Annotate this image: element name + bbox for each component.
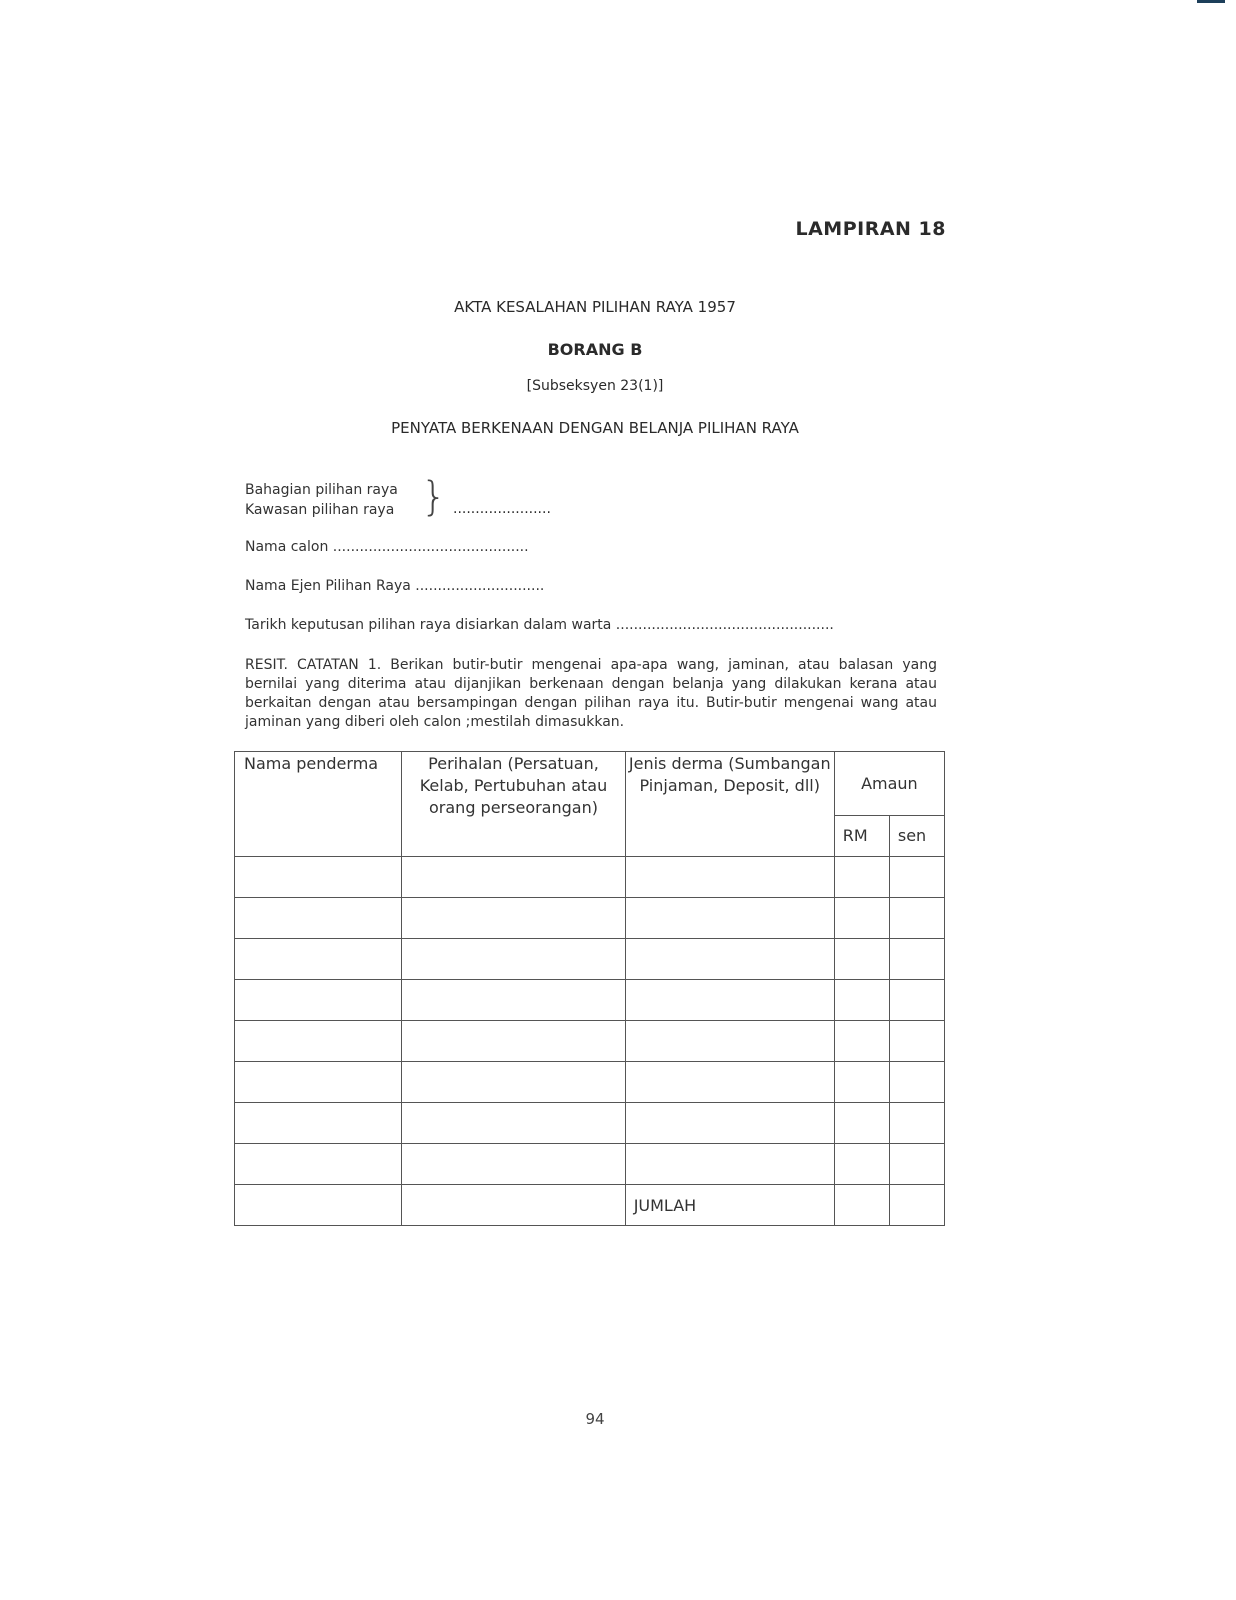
cell[interactable] [235, 980, 402, 1021]
total-rm-cell[interactable] [834, 1185, 889, 1226]
cell[interactable] [834, 1103, 889, 1144]
cell[interactable] [402, 939, 625, 980]
table-row [235, 857, 945, 898]
cell[interactable] [834, 980, 889, 1021]
cell[interactable] [625, 1144, 834, 1185]
cell[interactable] [625, 1103, 834, 1144]
header-donor-name: Nama penderma [235, 752, 402, 857]
cell[interactable] [402, 1144, 625, 1185]
cell[interactable] [625, 939, 834, 980]
cell[interactable] [889, 1062, 944, 1103]
header-description: Perihalan (Persatuan, Kelab, Pertubuhan atau orang perseorangan) [402, 752, 625, 857]
table-row [235, 1103, 945, 1144]
cell[interactable] [625, 1021, 834, 1062]
cell[interactable] [889, 857, 944, 898]
cell[interactable] [402, 1021, 625, 1062]
statement-title: PENYATA BERKENAAN DENGAN BELANJA PILIHAN RAYA [391, 419, 799, 437]
cell[interactable] [834, 1144, 889, 1185]
cell[interactable] [834, 898, 889, 939]
cell[interactable] [235, 1185, 402, 1226]
election-agent-field[interactable]: Nama Ejen Pilihan Raya ............................. [245, 578, 545, 594]
cell[interactable] [625, 980, 834, 1021]
cell[interactable] [625, 1062, 834, 1103]
appendix-label: LAMPIRAN 18 [795, 218, 946, 240]
cell[interactable] [235, 857, 402, 898]
cell[interactable] [889, 1103, 944, 1144]
cell[interactable] [235, 939, 402, 980]
cell[interactable] [889, 1021, 944, 1062]
cell[interactable] [834, 939, 889, 980]
cell[interactable] [235, 1144, 402, 1185]
total-label: JUMLAH [625, 1185, 834, 1226]
header-amount: Amaun [834, 752, 944, 816]
cell[interactable] [834, 1021, 889, 1062]
donation-table [234, 751, 945, 1226]
cell[interactable] [889, 1144, 944, 1185]
header-donation-type: Jenis derma (Sumbangan Pinjaman, Deposit, dll) [625, 752, 834, 857]
cell[interactable] [235, 898, 402, 939]
cell[interactable] [402, 1185, 625, 1226]
receipt-note: RESIT. CATATAN 1. Berikan butir-butir mengenai apa-apa wang, jaminan, atau balasan yang bernilai yang diterima atau dijanjikan berkenaan dengan belanja yang dilakukan kerana atau berkaitan dengan atau bersampingan dengan pilihan raya itu. Butir-butir mengenai wang atau jaminan yang diberi oleh calon ;mestilah dimasukkan. [245, 657, 937, 730]
cell[interactable] [625, 898, 834, 939]
table-row [235, 939, 945, 980]
header-rm: RM [834, 816, 889, 857]
division-labels [245, 480, 398, 520]
cell[interactable] [889, 980, 944, 1021]
bahagian-label: Bahagian pilihan raya [245, 482, 398, 498]
total-row [235, 1185, 945, 1226]
header-sen: sen [889, 816, 944, 857]
cell[interactable] [889, 939, 944, 980]
cell[interactable] [834, 857, 889, 898]
total-sen-cell[interactable] [889, 1185, 944, 1226]
cell[interactable] [402, 980, 625, 1021]
cell[interactable] [235, 1021, 402, 1062]
cell[interactable] [625, 857, 834, 898]
table-row [235, 980, 945, 1021]
table-row [235, 898, 945, 939]
cell[interactable] [235, 1062, 402, 1103]
subsection-reference: [Subseksyen 23(1)] [526, 378, 664, 394]
table-row [235, 1021, 945, 1062]
kawasan-label: Kawasan pilihan raya [245, 502, 395, 518]
cell[interactable] [402, 1103, 625, 1144]
cell[interactable] [889, 898, 944, 939]
form-title: BORANG B [547, 340, 643, 359]
candidate-name-field[interactable]: Nama calon ............................................ [245, 539, 529, 555]
gazette-date-field[interactable]: Tarikh keputusan pilihan raya disiarkan dalam warta ................................................. [245, 617, 834, 633]
cell[interactable] [235, 1103, 402, 1144]
corner-mark [1197, 0, 1225, 3]
cell[interactable] [402, 1062, 625, 1103]
act-title: AKTA KESALAHAN PILIHAN RAYA 1957 [454, 298, 736, 316]
cell[interactable] [402, 857, 625, 898]
cell[interactable] [402, 898, 625, 939]
table-row [235, 1062, 945, 1103]
brace-icon: } [421, 474, 447, 520]
table-row [235, 1144, 945, 1185]
page-number: 94 [585, 1410, 605, 1428]
division-field[interactable]: ...................... [453, 501, 551, 517]
cell[interactable] [834, 1062, 889, 1103]
